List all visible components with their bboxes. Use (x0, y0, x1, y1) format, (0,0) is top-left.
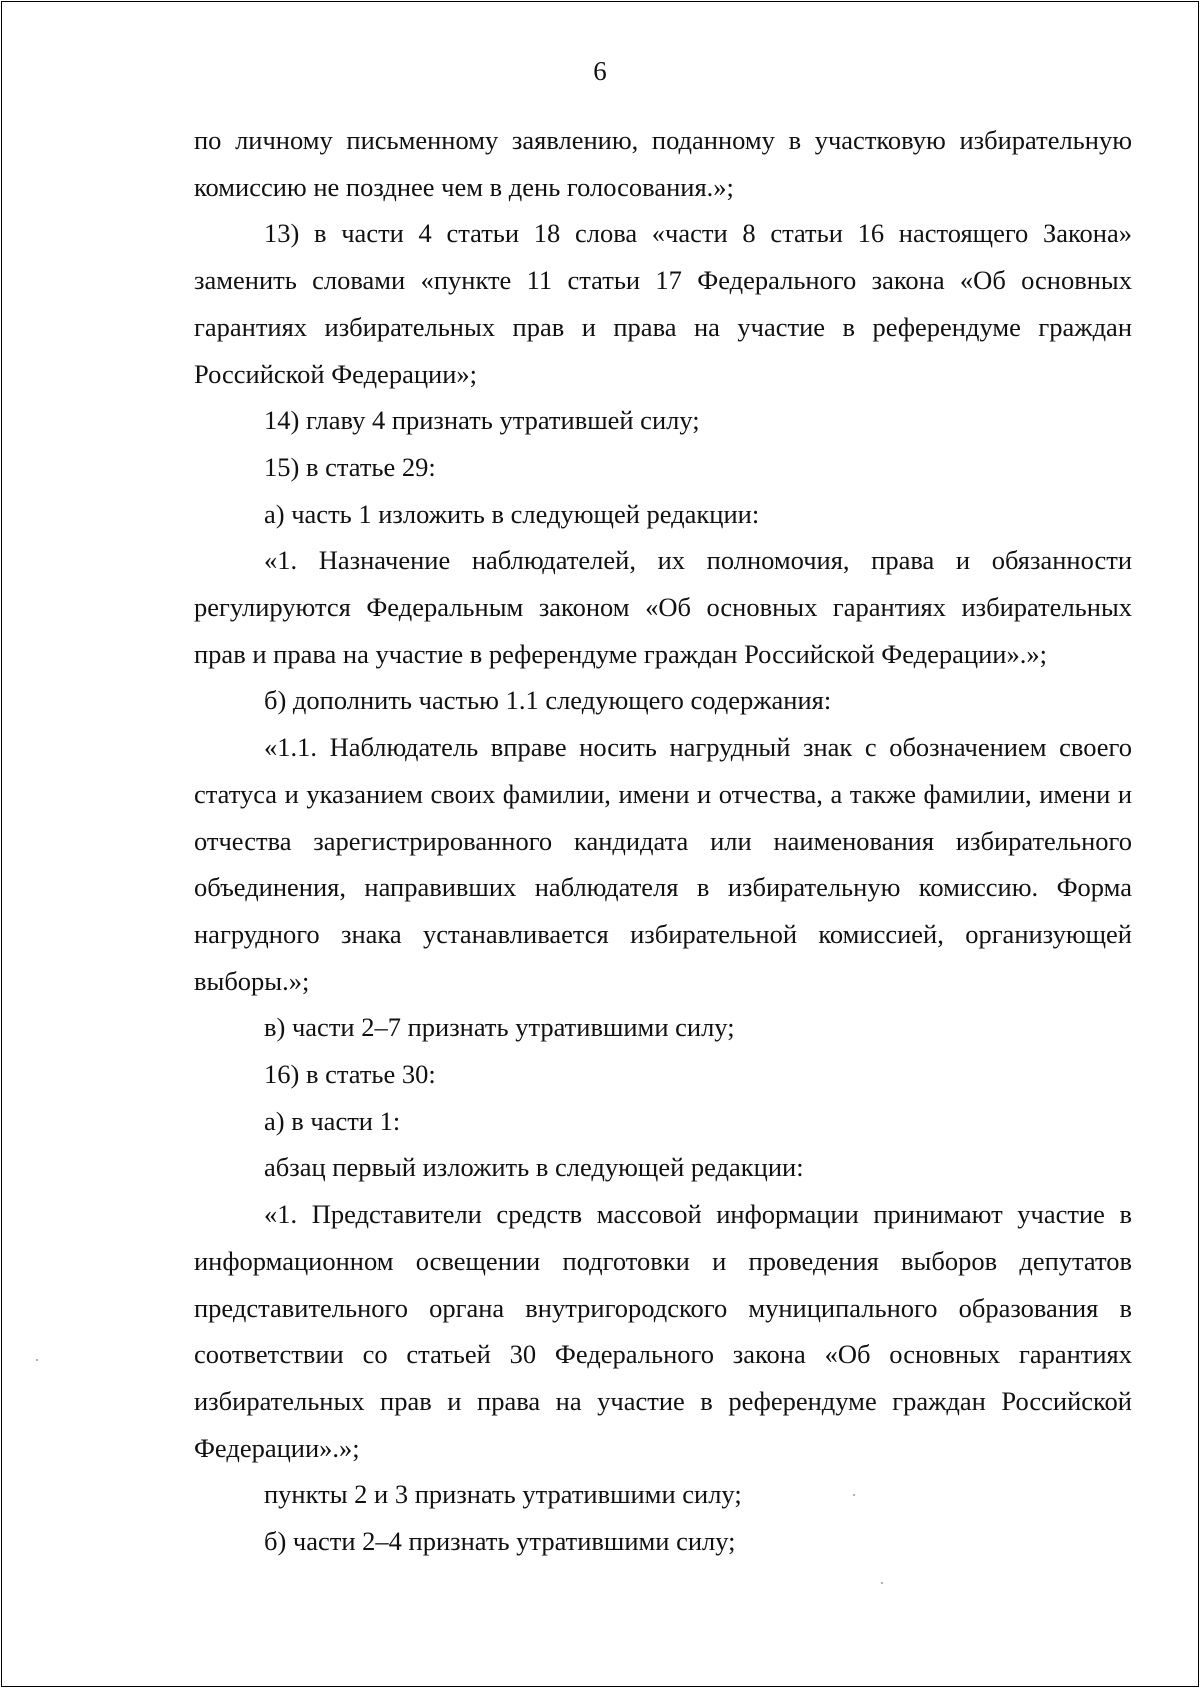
paragraph-item-16b: б) части 2–4 признать утратившими силу; (264, 1526, 736, 1557)
paragraph-item-16: 16) в статье 30: (264, 1059, 436, 1090)
paragraph-first-para-instruction: абзац первый изложить в следующей редакции: (264, 1152, 804, 1183)
paragraph-item-15: 15) в статье 29: (264, 451, 436, 482)
scan-speck (853, 1494, 855, 1496)
paragraph-quote-part-1-1: «1.1. Наблюдатель вправе носить нагрудный знак с обозначением своего статуса и указанием своих фамилии, имени и отчества, а также фамилии, имени и отчества зарегистрированного кандидата или наименования избирательного объединения, направивших наблюдателя в избирательную комиссию. Форма нагрудного знака устанавливается избирательной комиссией, организующей выборы.»; (194, 732, 1132, 996)
document-page (1, 1, 1199, 1687)
paragraph-item-14: 14) главу 4 признать утратившей силу; (264, 405, 700, 436)
scan-speck (36, 1359, 38, 1361)
paragraph-item-16a: а) в части 1: (264, 1105, 401, 1136)
paragraph-item-15a: а) часть 1 изложить в следующей редакции: (264, 498, 760, 529)
paragraph-item-13: 13) в части 4 статьи 18 слова «части 8 статьи 16 настоящего Закона» заменить словами «пункте 11 статьи 17 Федерального закона «Об основных гарантиях избирательных прав и права на участие в референдуме граждан Российской Федерации»; (194, 218, 1132, 389)
paragraph-points-2-3: пункты 2 и 3 признать утратившими силу; (264, 1479, 742, 1510)
paragraph-quote-part-1: «1. Назначение наблюдателей, их полномочия, права и обязанности регулируются Федеральным законом «Об основных гарантиях избирательных прав и права на участие в референдуме граждан Российской Федерации».»; (194, 545, 1132, 669)
paragraph-quote-media: «1. Представители средств массовой информации принимают участие в информационном освещении подготовки и проведения выборов депутатов представительного органа внутригородского муниципального образования в соответствии со статьей 30 Федерального закона «Об основных гарантиях избирательных прав и права на участие в референдуме граждан Российской Федерации».»; (194, 1199, 1132, 1463)
page-number: 6 (593, 56, 607, 86)
scan-speck (881, 1582, 883, 1584)
document-body (194, 117, 1132, 1565)
paragraph-item-15b: б) дополнить частью 1.1 следующего содержания: (264, 685, 832, 716)
paragraph-item-15v: в) части 2–7 признать утратившими силу; (264, 1012, 735, 1043)
paragraph-continuation: по личному письменному заявлению, поданному в участковую избирательную комиссию не позднее чем в день голосования.»; (194, 125, 1132, 202)
